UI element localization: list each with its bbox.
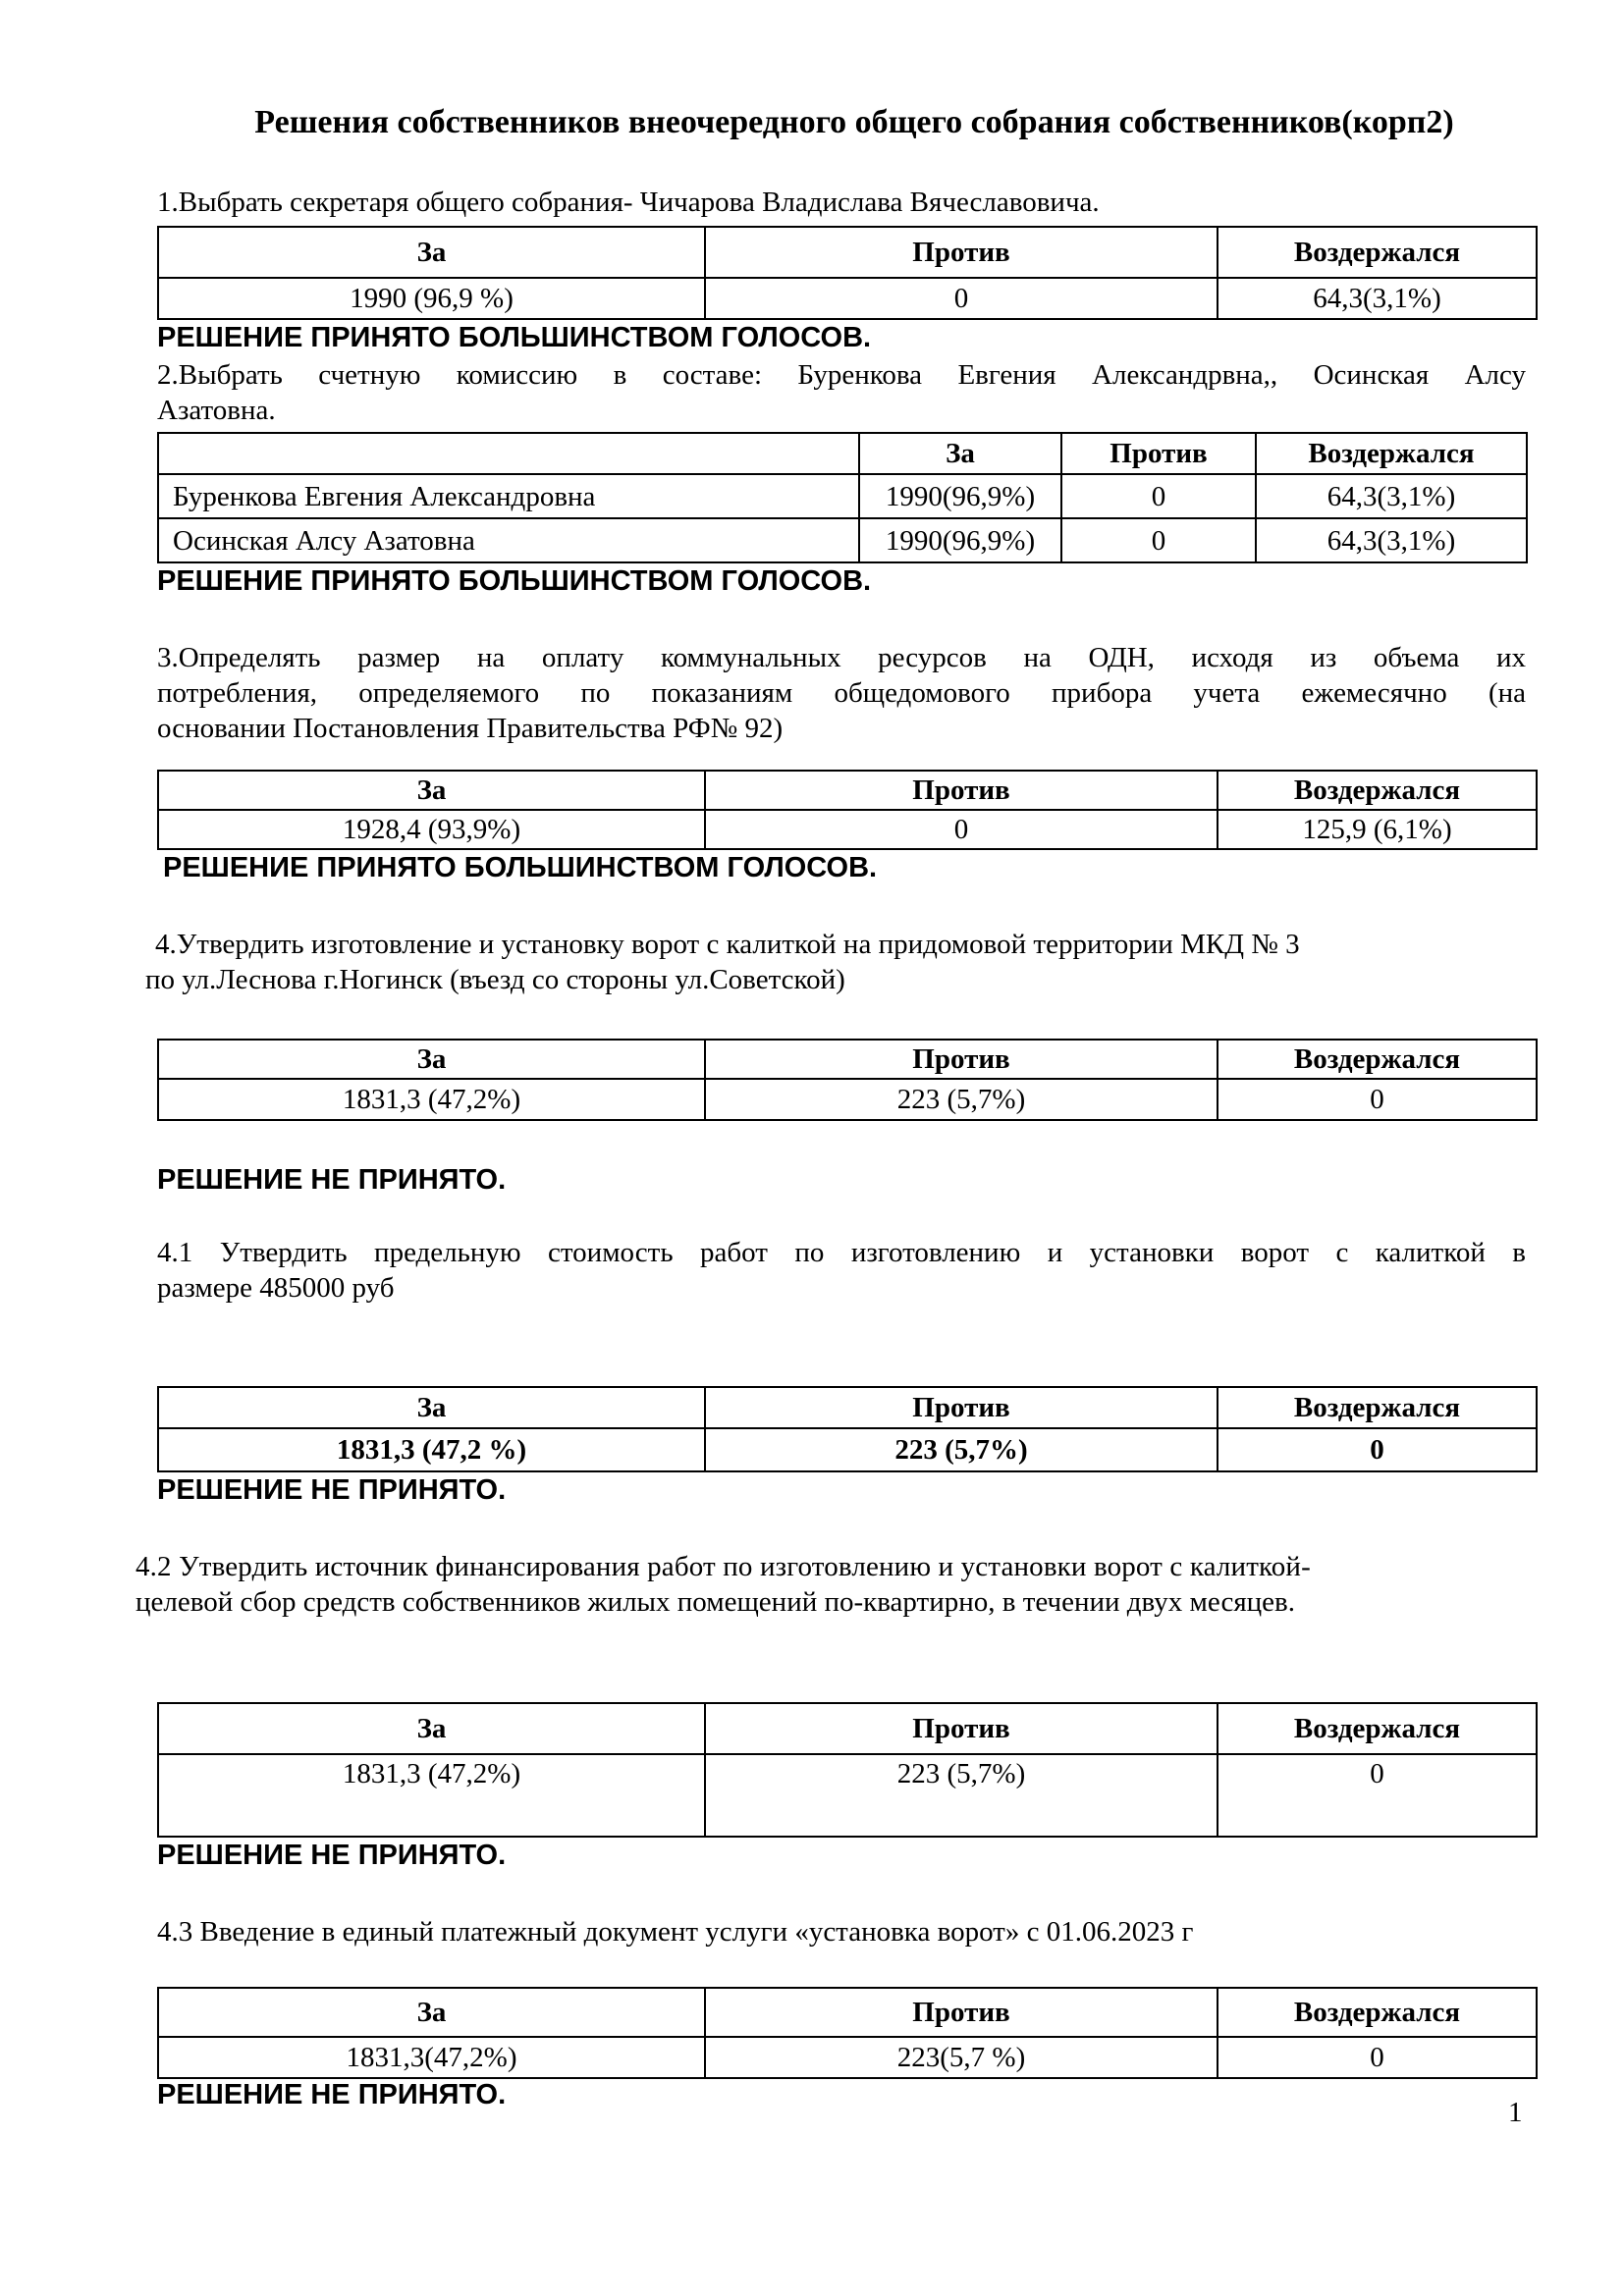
header-against: Против xyxy=(705,1387,1218,1428)
item4-3-result: РЕШЕНИЕ НЕ ПРИНЯТО. xyxy=(157,2079,507,2110)
item4-3-abstained-value: 0 xyxy=(1218,2037,1537,2078)
item4-1-against-value: 223 (5,7%) xyxy=(705,1428,1218,1471)
item3-result: РЕШЕНИЕ ПРИНЯТО БОЛЬШИНСТВОМ ГОЛОСОВ. xyxy=(163,852,878,883)
item4-2-text: 4.2 Утвердить источник финансирования работ по изготовлению и установки ворот с калиткой- целевой сбор средств собственников жилых помещений по-квартирно, в течении двух месяцев. xyxy=(135,1551,1311,1618)
item4-against-value: 223 (5,7%) xyxy=(705,1079,1218,1120)
page-title: Решения собственников внеочередного общего собрания собственников(корп2) xyxy=(254,104,1454,140)
header-abstained: Воздержался xyxy=(1218,1703,1537,1754)
item4-for-value: 1831,3 (47,2%) xyxy=(158,1079,705,1120)
item2-header-empty xyxy=(158,433,859,474)
item2-text: 2.Выбрать счетную комиссию в составе: Буренкова Евгения Александрвна,, Осинская Алсу Азатовна. xyxy=(157,359,1526,426)
header-for: За xyxy=(158,771,705,810)
candidate-abstained: 64,3(3,1%) xyxy=(1256,474,1527,518)
item1-table xyxy=(157,226,1538,320)
item1-abstained-value: 64,3(3,1%) xyxy=(1218,278,1537,319)
item3-abstained-value: 125,9 (6,1%) xyxy=(1218,810,1537,849)
header-against: Против xyxy=(705,227,1218,278)
item2-result: РЕШЕНИЕ ПРИНЯТО БОЛЬШИНСТВОМ ГОЛОСОВ. xyxy=(157,565,872,597)
item2-header-against: Против xyxy=(1061,433,1256,474)
item4-2-table xyxy=(157,1702,1538,1838)
header-abstained: Воздержался xyxy=(1218,1387,1537,1428)
header-abstained: Воздержался xyxy=(1218,227,1537,278)
header-against: Против xyxy=(705,1040,1218,1079)
header-for: За xyxy=(158,1703,705,1754)
item4-text: 4.Утвердить изготовление и установку ворот с калиткой на придомовой территории МКД № 3 по ул.Леснова г.Ногинск (въезд со стороны ул.Советской) xyxy=(145,929,1300,995)
item4-3-text: 4.3 Введение в единый платежный документ услуги «установка ворот» с 01.06.2023 г xyxy=(157,1916,1194,1948)
item3-for-value: 1928,4 (93,9%) xyxy=(158,810,705,849)
item2-header-abstained: Воздержался xyxy=(1256,433,1527,474)
item1-result: РЕШЕНИЕ ПРИНЯТО БОЛЬШИНСТВОМ ГОЛОСОВ. xyxy=(157,322,872,353)
header-for: За xyxy=(158,1387,705,1428)
candidate-name: Осинская Алсу Азатовна xyxy=(158,518,859,562)
candidate-for: 1990(96,9%) xyxy=(859,474,1061,518)
item4-1-text: 4.1 Утвердить предельную стоимость работ по изготовлению и установки ворот с калиткой в размере 485000 руб xyxy=(157,1237,1526,1304)
header-for: За xyxy=(158,227,705,278)
table-row xyxy=(158,518,1527,562)
item4-1-abstained-value: 0 xyxy=(1218,1428,1537,1471)
item4-abstained-value: 0 xyxy=(1218,1079,1537,1120)
header-against: Против xyxy=(705,1703,1218,1754)
table-row xyxy=(158,474,1527,518)
item4-result: РЕШЕНИЕ НЕ ПРИНЯТО. xyxy=(157,1164,507,1196)
item4-1-result: РЕШЕНИЕ НЕ ПРИНЯТО. xyxy=(157,1474,507,1506)
header-abstained: Воздержался xyxy=(1218,1988,1537,2037)
page-number: 1 xyxy=(1508,2097,1523,2128)
candidate-abstained: 64,3(3,1%) xyxy=(1256,518,1527,562)
item3-text: 3.Определять размер на оплату коммунальных ресурсов на ОДН, исходя из объема их потребления, определяемого по показаниям общедомового прибора учета ежемесячно (на основании Постановления Правительства РФ№ 92) xyxy=(157,642,1526,744)
item1-for-value: 1990 (96,9 %) xyxy=(158,278,705,319)
item2-header-for: За xyxy=(859,433,1061,474)
item4-2-result: РЕШЕНИЕ НЕ ПРИНЯТО. xyxy=(157,1840,507,1871)
item4-1-table xyxy=(157,1386,1538,1472)
header-against: Против xyxy=(705,771,1218,810)
header-abstained: Воздержался xyxy=(1218,1040,1537,1079)
header-for: За xyxy=(158,1040,705,1079)
item1-text: 1.Выбрать секретаря общего собрания- Чичарова Владислава Вячеславовича. xyxy=(157,187,1100,218)
item1-against-value: 0 xyxy=(705,278,1218,319)
header-against: Против xyxy=(705,1988,1218,2037)
item3-against-value: 0 xyxy=(705,810,1218,849)
candidate-against: 0 xyxy=(1061,518,1256,562)
candidate-name: Буренкова Евгения Александровна xyxy=(158,474,859,518)
header-abstained: Воздержался xyxy=(1218,771,1537,810)
item4-2-abstained-value: 0 xyxy=(1218,1754,1537,1837)
candidate-against: 0 xyxy=(1061,474,1256,518)
item3-table xyxy=(157,770,1538,850)
item4-2-for-value: 1831,3 (47,2%) xyxy=(158,1754,705,1837)
item4-table xyxy=(157,1039,1538,1121)
item4-1-for-value: 1831,3 (47,2 %) xyxy=(158,1428,705,1471)
header-for: За xyxy=(158,1988,705,2037)
item4-3-against-value: 223(5,7 %) xyxy=(705,2037,1218,2078)
candidate-for: 1990(96,9%) xyxy=(859,518,1061,562)
item4-2-against-value: 223 (5,7%) xyxy=(705,1754,1218,1837)
item2-table xyxy=(157,432,1528,563)
item4-3-table xyxy=(157,1987,1538,2079)
item4-3-for-value: 1831,3(47,2%) xyxy=(158,2037,705,2078)
